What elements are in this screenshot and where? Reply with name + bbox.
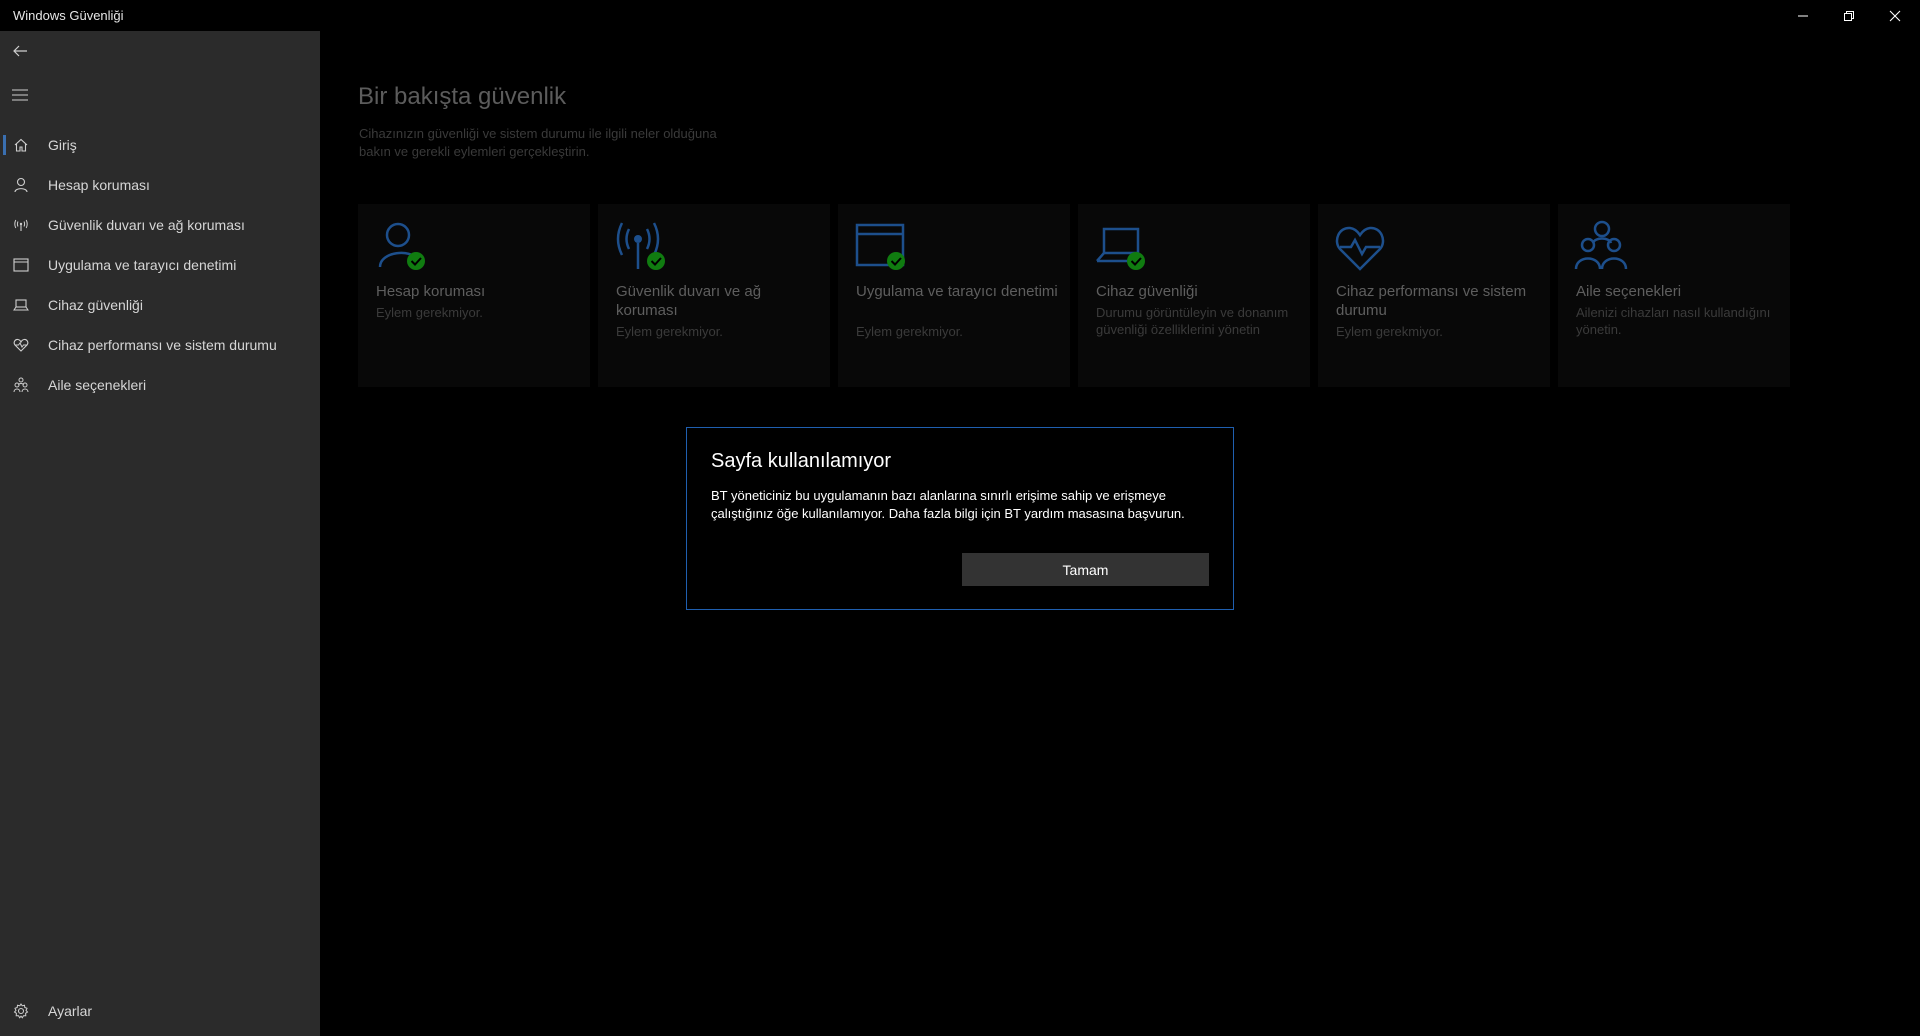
minimize-icon [1797, 10, 1809, 22]
card-subtitle: Durumu görüntüleyin ve donanım güvenliği özelliklerini yönetin [1096, 305, 1289, 337]
sidebar-item-home[interactable] [0, 125, 320, 165]
card-subtitle: Ailenizi cihazları nasıl kullandığını yönetin. [1576, 305, 1771, 337]
card-title: Hesap koruması [376, 283, 486, 300]
laptop-check-icon [1094, 219, 1150, 275]
card-title: Cihaz performansı ve sistem durumu [1336, 283, 1527, 319]
wireless-icon [1, 205, 41, 245]
card-firewall[interactable] [598, 204, 830, 387]
card-family-options[interactable] [1558, 204, 1790, 387]
hamburger-menu-button[interactable] [0, 75, 40, 115]
family-icon [1, 365, 41, 405]
active-indicator [3, 135, 6, 155]
sidebar-item-label: Hesap koruması [48, 177, 150, 193]
title-bar [0, 0, 1920, 31]
card-subtitle: Eylem gerekmiyor. [856, 324, 963, 339]
sidebar-item-label: Güvenlik duvarı ve ağ koruması [48, 217, 245, 233]
hamburger-icon [12, 89, 28, 101]
dialog-message: BT yöneticiniz bu uygulamanın bazı alanlarına sınırlı erişime sahip ve erişmeye çalıştığınız öğe kullanılamıyor. Daha fazla bilgi için BT yardım masasına başvurun. [711, 488, 1185, 521]
heart-pulse-icon [1334, 219, 1390, 275]
card-subtitle: Eylem gerekmiyor. [376, 305, 483, 320]
card-account-protection[interactable] [358, 204, 590, 387]
page-unavailable-dialog [686, 427, 1234, 610]
sidebar-item-label: Aile seçenekleri [48, 377, 147, 393]
sidebar-item-firewall[interactable] [0, 205, 320, 245]
card-title: Cihaz güvenliği [1096, 283, 1198, 300]
heart-pulse-icon [1, 325, 41, 365]
sidebar-item-label: Cihaz güvenliği [48, 297, 143, 313]
close-button[interactable] [1872, 0, 1918, 31]
card-title: Uygulama ve tarayıcı denetimi [856, 283, 1058, 300]
sidebar-item-app-browser-control[interactable] [0, 245, 320, 285]
back-arrow-icon [12, 43, 28, 59]
sidebar-item-family-options[interactable] [0, 365, 320, 405]
sidebar-item-label: Uygulama ve tarayıcı denetimi [48, 257, 237, 273]
minimize-button[interactable] [1780, 0, 1826, 31]
card-device-security[interactable] [1078, 204, 1310, 387]
browser-check-icon [854, 219, 910, 275]
window-title: Windows Güvenliği [13, 8, 124, 23]
ok-button[interactable]: Tamam [962, 553, 1209, 586]
restore-icon [1843, 10, 1855, 22]
card-subtitle: Eylem gerekmiyor. [1336, 324, 1443, 339]
gear-icon [1, 991, 41, 1031]
family-icon [1574, 219, 1630, 275]
browser-window-icon [1, 245, 41, 285]
sidebar-item-settings[interactable] [0, 991, 320, 1031]
sidebar-item-device-performance[interactable] [0, 325, 320, 365]
person-check-icon [374, 219, 430, 275]
person-icon [1, 165, 41, 205]
card-device-performance[interactable] [1318, 204, 1550, 387]
close-icon [1889, 10, 1901, 22]
home-icon [1, 125, 41, 165]
page-title: Bir bakışta güvenlik [358, 83, 567, 110]
sidebar [0, 31, 320, 1036]
sidebar-item-label: Ayarlar [48, 1003, 93, 1019]
sidebar-item-account-protection[interactable] [0, 165, 320, 205]
sidebar-item-device-security[interactable] [0, 285, 320, 325]
dialog-title: Sayfa kullanılamıyor [711, 450, 892, 472]
restore-button[interactable] [1826, 0, 1872, 31]
wireless-check-icon [614, 219, 670, 275]
back-button[interactable] [0, 31, 40, 71]
sidebar-item-label: Giriş [48, 137, 77, 153]
card-title: Güvenlik duvarı ve ağ koruması [616, 283, 762, 319]
laptop-icon [1, 285, 41, 325]
card-app-browser-control[interactable] [838, 204, 1070, 387]
card-title: Aile seçenekleri [1576, 283, 1682, 300]
sidebar-item-label: Cihaz performansı ve sistem durumu [48, 337, 277, 353]
card-subtitle: Eylem gerekmiyor. [616, 324, 723, 339]
page-description: Cihazınızın güvenliği ve sistem durumu ile ilgili neler olduğuna bakın ve gerekli eylemleri gerçekleştirin. [359, 126, 717, 159]
